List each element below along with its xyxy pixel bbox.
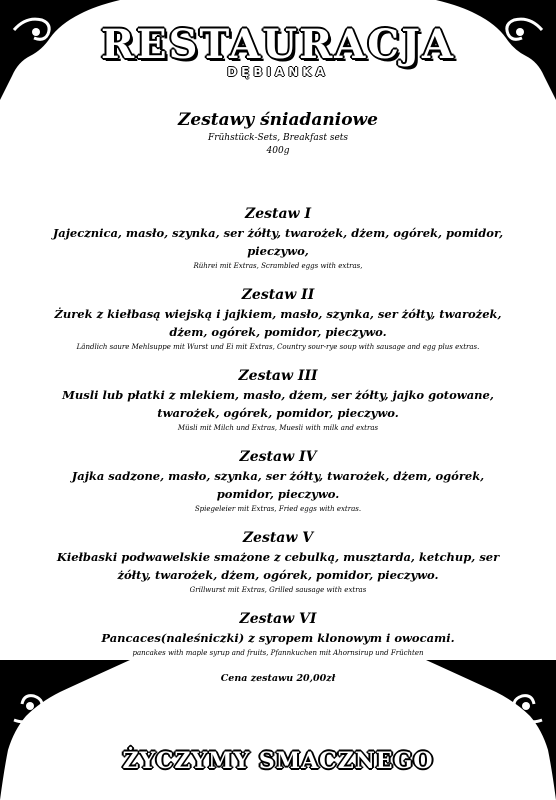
set-translation: Ländlich saure Mehlsuppe mit Wurst und Ei mit Extras, Country sour-rye soup with sausage and egg plus extras. bbox=[76, 343, 480, 351]
set-price: Cena zestawu 20,00zł bbox=[220, 673, 336, 684]
set-description: Kiełbaski podwawelskie smażone z cebulką, musztarda, ketchup, ser żółty, twarożek, dżem, ogórek, pomidor, pieczywo. bbox=[56, 550, 500, 582]
restaurant-name: RESTAURACJA bbox=[100, 21, 456, 68]
set-title: Zestaw IV bbox=[239, 449, 317, 465]
set-item bbox=[30, 285, 526, 353]
set-translation: Grillwurst mit Extras, Grilled sausage with extras bbox=[189, 586, 367, 594]
set-title: Zestaw V bbox=[242, 530, 314, 546]
menu-subtitle: Frühstück-Sets, Breakfast sets bbox=[207, 133, 349, 143]
set-translation: pancakes with maple syrup and fruits, Pfannkuchen mit Ahornsirup und Früchten bbox=[132, 649, 424, 657]
menu-title: Zestawy śniadaniowe bbox=[177, 110, 378, 130]
set-translation: Spiegeleier mit Extras, Fried eggs with extras. bbox=[194, 505, 362, 513]
restaurant-logo bbox=[100, 22, 456, 78]
set-description: Żurek z kiełbasą wiejską i jajkiem, masło, szynka, ser żółty, twarożek, dżem, ogórek, pomidor, pieczywo. bbox=[54, 307, 502, 339]
set-title: Zestaw III bbox=[238, 368, 318, 384]
set-title: Zestaw II bbox=[241, 287, 315, 303]
set-item bbox=[30, 528, 526, 596]
breakfast-menu bbox=[30, 108, 526, 696]
set-item bbox=[30, 204, 526, 272]
set-translation: Müsli mit Milch und Extras, Muesli with milk and extras bbox=[177, 424, 379, 432]
set-description: Pancaces(naleśniczki) z syropem klonowym i owocami. bbox=[101, 631, 455, 645]
set-description: Musli lub płatki z mlekiem, masło, dżem, ser żółty, jajko gotowane, twarożek, ogórek, pomidor, pieczywo. bbox=[62, 388, 494, 420]
restaurant-subname: DĘBIANKA bbox=[227, 65, 329, 79]
set-description: Jajka sadzone, masło, szynka, ser żółty, twarożek, dżem, ogórek, pomidor, pieczywo. bbox=[71, 469, 485, 501]
set-title: Zestaw VI bbox=[239, 611, 317, 627]
set-item bbox=[30, 366, 526, 434]
set-description: Jajecznica, masło, szynka, ser żółty, twarożek, dżem, ogórek, pomidor, pieczywo, bbox=[52, 226, 504, 258]
stray-dot bbox=[48, 674, 50, 676]
closing-greeting: ŻYCZYMY SMACZNEGO bbox=[122, 748, 434, 774]
set-translation: Rührei mit Extras, Scrambled eggs with extras, bbox=[193, 262, 363, 270]
set-title: Zestaw I bbox=[244, 206, 312, 222]
set-item bbox=[30, 447, 526, 515]
menu-weight: 400g bbox=[266, 146, 290, 156]
set-item bbox=[30, 609, 526, 659]
